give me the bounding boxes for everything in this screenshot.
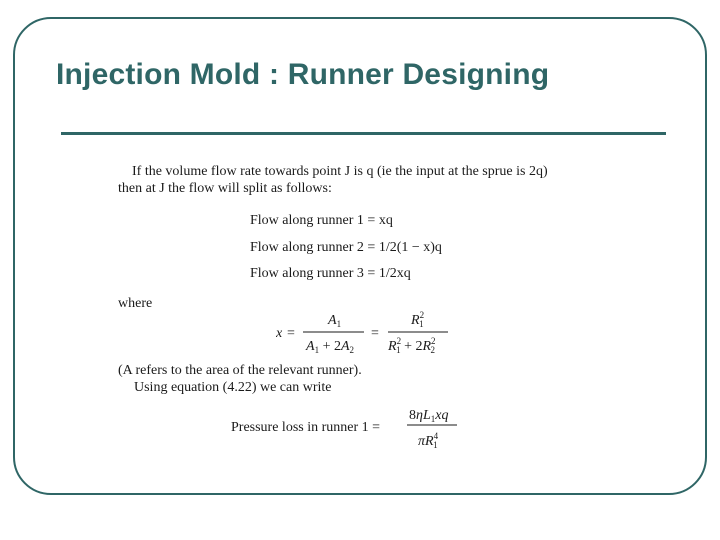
flow-runner-2: Flow along runner 2 = 1/2(1 − x)q: [250, 240, 442, 255]
svg-text:A1 + 2A2: $A_1 + 2A_2$: [306, 339, 355, 355]
svg-text:=: =: [371, 326, 379, 341]
flow-runner-1: Flow along runner 1 = xq: [250, 213, 393, 228]
svg-text:=: =: [287, 326, 295, 341]
using-equation-text: Using equation (4.22) we can write: [134, 380, 332, 395]
pressure-loss-equation: [231, 404, 471, 452]
svg-text:πR41: $\pi R^4$ 1: [418, 431, 439, 450]
svg-text:8ηL1xq: $8\eta L_1xq$: [409, 408, 449, 424]
svg-text:A1: $A_1$: [328, 313, 342, 329]
slide-title: Injection Mold : Runner Designing: [56, 58, 550, 91]
intro-line-2: then at J the flow will split as follows:: [118, 181, 332, 196]
where-label: where: [118, 296, 153, 311]
flow-runner-3: Flow along runner 3 = 1/2xq: [250, 266, 411, 281]
intro-paragraph: [118, 163, 618, 197]
svg-text:R21: $R^2$ 1: [411, 310, 425, 329]
svg-text:x: x: [276, 326, 283, 341]
svg-text:Pressure loss in runner 1 =: Pressure loss in runner 1 =: [231, 420, 381, 435]
area-note: (A refers to the area of the relevant runner).: [118, 363, 362, 378]
title-divider: [61, 132, 666, 135]
svg-text:R21 + 2R22: $R^2$ $1 + 2R^2$ 2: [388, 336, 436, 355]
equation-x: [276, 310, 466, 356]
intro-line-1: If the volume flow rate towards point J is q (ie the input at the sprue is 2q): [132, 164, 548, 179]
